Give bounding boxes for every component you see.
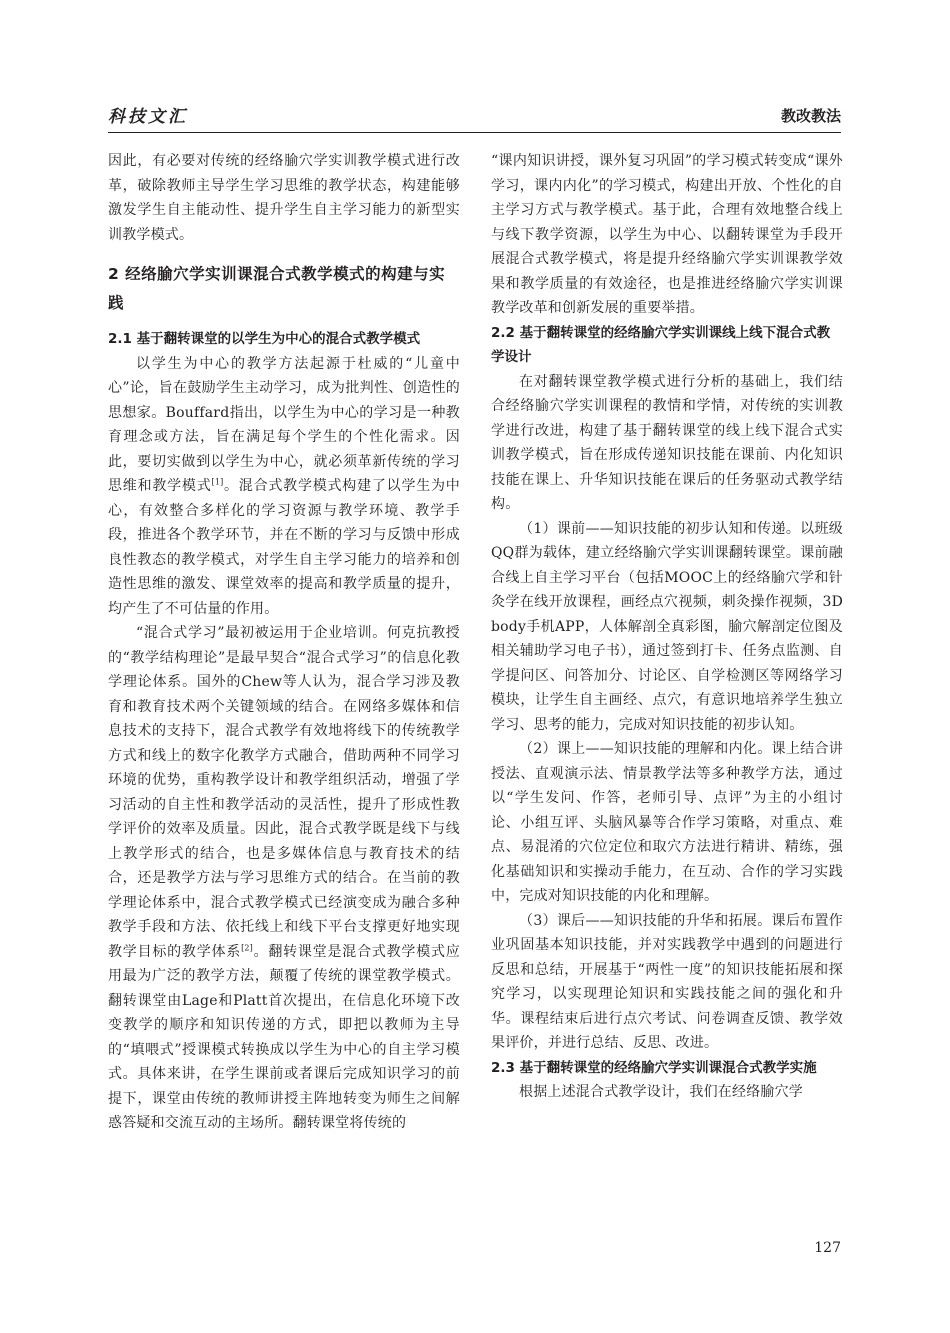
citation-1: [1] <box>211 477 224 487</box>
paragraph: （3）课后——知识技能的升华和拓展。课后布置作业巩固基本知识技能，并对实践教学中遇到的问题进行反思和总结，开展基于“两性一度”的知识技能拓展和探究学习，以实现理论知识和实践技能之间的强化和升华。课程结束后进行点穴考试、问卷调查反馈、教学效果评价，并进行总结、反思、改进。 <box>491 912 843 1051</box>
paragraph: （2）课上——知识技能的理解和内化。课上结合讲授法、直观演示法、情景教学法等多种教学方法，通过以“学生发问、作答，老师引导、点评”为主的小组讨论、小组互评、头脑风暴等合作学习策略，对重点、难点、易混淆的穴位定位和取穴方法进行精讲、精练，强化基础知识和实操动手能力，在互动、合作的学习实践中，完成对知识技能的内化和理解。 <box>491 741 843 904</box>
running-header <box>108 100 841 130</box>
subsection-heading-2-1: 2.1 基于翻转课堂的以学生为中心的混合式教学模式 <box>108 331 421 347</box>
page-number: 127 <box>814 1240 841 1256</box>
paragraph: 根据上述混合式教学设计，我们在经络腧穴学 <box>519 1084 803 1100</box>
text-run: 。翻转课堂是混合式教学模式应用最为广泛的教学方法，颠覆了传统的课堂教学模式。翻转课堂由Lage和Platt首次提出，在信息化环境下改变教学的顺序和知识传递的方式，即把以教师为主导的“填喂式”授课模式转换成以学生为中心的自主学习模式。具体来讲，在学生课前或者课后完成知识学习的前提下，课堂由传统的教师讲授主阵地转变为师生之间解惑答疑和交流互动的主场所。翻转课堂将传统的 <box>108 943 460 1131</box>
section-heading-2: 2 经络腧穴学实训课混合式教学模式的构建与实践 <box>108 265 446 312</box>
left-column <box>108 149 460 1136</box>
journal-name: 科技文汇 <box>108 107 188 127</box>
text-run: 。混合式教学模式构建了以学生为中心，有效整合多样化的学习资源与教学环境、教学手段，推进各个教学环节，并在不断的学习与反馈中形成良性教态的教学模式，对学生自主学习能力的培养和创造性思维的激发、课堂效率的提高和教学质量的提升，均产生了不可估量的作用。 <box>108 478 460 617</box>
paragraph <box>108 621 460 1136</box>
paragraph: 在对翻转课堂教学模式进行分析的基础上，我们结合经络腧穴学实训课程的教情和学情，对传统的实训教学进行改进，构建了基于翻转课堂的线上线下混合式实训教学模式，旨在形成传递知识技能在课前、内化知识技能在课上、升华知识技能在课后的任务驱动式教学结构。 <box>491 373 843 512</box>
text-run: 以学生为中心的教学方法起源于杜威的“儿童中心”论，旨在鼓励学生主动学习，成为批判性、创造性的思想家。Bouffard指出，以学生为中心的学习是一种教育理念或方法，旨在满足每个学生的个性化需求。因此，要切实做到以学生为中心，就必须革新传统的学习思维和教学模式 <box>108 355 460 494</box>
citation-2: [2] <box>241 942 253 952</box>
paragraph <box>108 352 460 622</box>
text-run: “混合式学习”最初被运用于企业培训。何克抗教授的“教学结构理论”是最早契合“混合式学习”的信息化教学理论体系。国外的Chew等人认为，混合学习涉及教育和教育技术两个关键领域的结合。在网络多媒体和信息技术的支持下，混合式教学有效地将线下的传统教学方式和线上的数字化教学方式融合，借助两种不同学习环境的优势，重构教学设计和教学组织活动，增强了学习活动的自主性和教学活动的灵活性，提升了形成性教学评价的效率及质量。因此，混合式教学既是线下与线上教学形式的结合，也是多媒体信息与教育技术的结合，还是教学方法与学习思维方式的结合。在当前的教学理论体系中，混合式教学模式已经演变成为融合多种教学手段和方法、依托线上和线下平台支撑更好地实现教学目标的教学体系 <box>108 625 460 960</box>
subsection-heading-2-3: 2.3 基于翻转课堂的经络腧穴学实训课混合式教学实施 <box>491 1059 817 1076</box>
header-rule <box>108 132 841 133</box>
paragraph: 因此，有必要对传统的经络腧穴学实训教学模式进行改革，破除教师主导学生学习思维的教学状态，构建能够激发学生自主能动性、提升学生自主学习能力的新型实训教学模式。 <box>108 153 460 243</box>
section-tag: 教改教法 <box>780 107 841 125</box>
paragraph: “课内知识讲授，课外复习巩固”的学习模式转变成“课外学习，课内内化”的学习模式，构建出开放、个性化的自主学习方式与教学模式。基于此，合理有效地整合线上与线下教学资源，以学生为中心、以翻转课堂为手段开展混合式教学模式，将是提升经络腧穴学实训课教学效果和教学质量的有效途径，也是推进经络腧穴学实训课教学改革和创新发展的重要举措。 <box>491 153 843 316</box>
paragraph: （1）课前——知识技能的初步认知和传递。以班级QQ群为载体，建立经络腧穴学实训课翻转课堂。课前融合线上自主学习平台（包括MOOC上的经络腧穴学和针灸学在线开放课程，画经点穴视频，刺灸操作视频，3D body手机APP，人体解剖全真彩图，腧穴解剖定位图及相关辅助学习电子书），通过签到打卡、任务点监测、自学提问区、问答加分、讨论区、自学检测区等网络学习模块，让学生自主画经、点穴，有意识地培养学生独立学习、思考的能力，完成对知识技能的初步认知。 <box>491 520 843 733</box>
subsection-heading-2-2: 2.2 基于翻转课堂的经络腧穴学实训课线上线下混合式教学设计 <box>491 324 831 365</box>
right-column <box>491 149 843 1105</box>
